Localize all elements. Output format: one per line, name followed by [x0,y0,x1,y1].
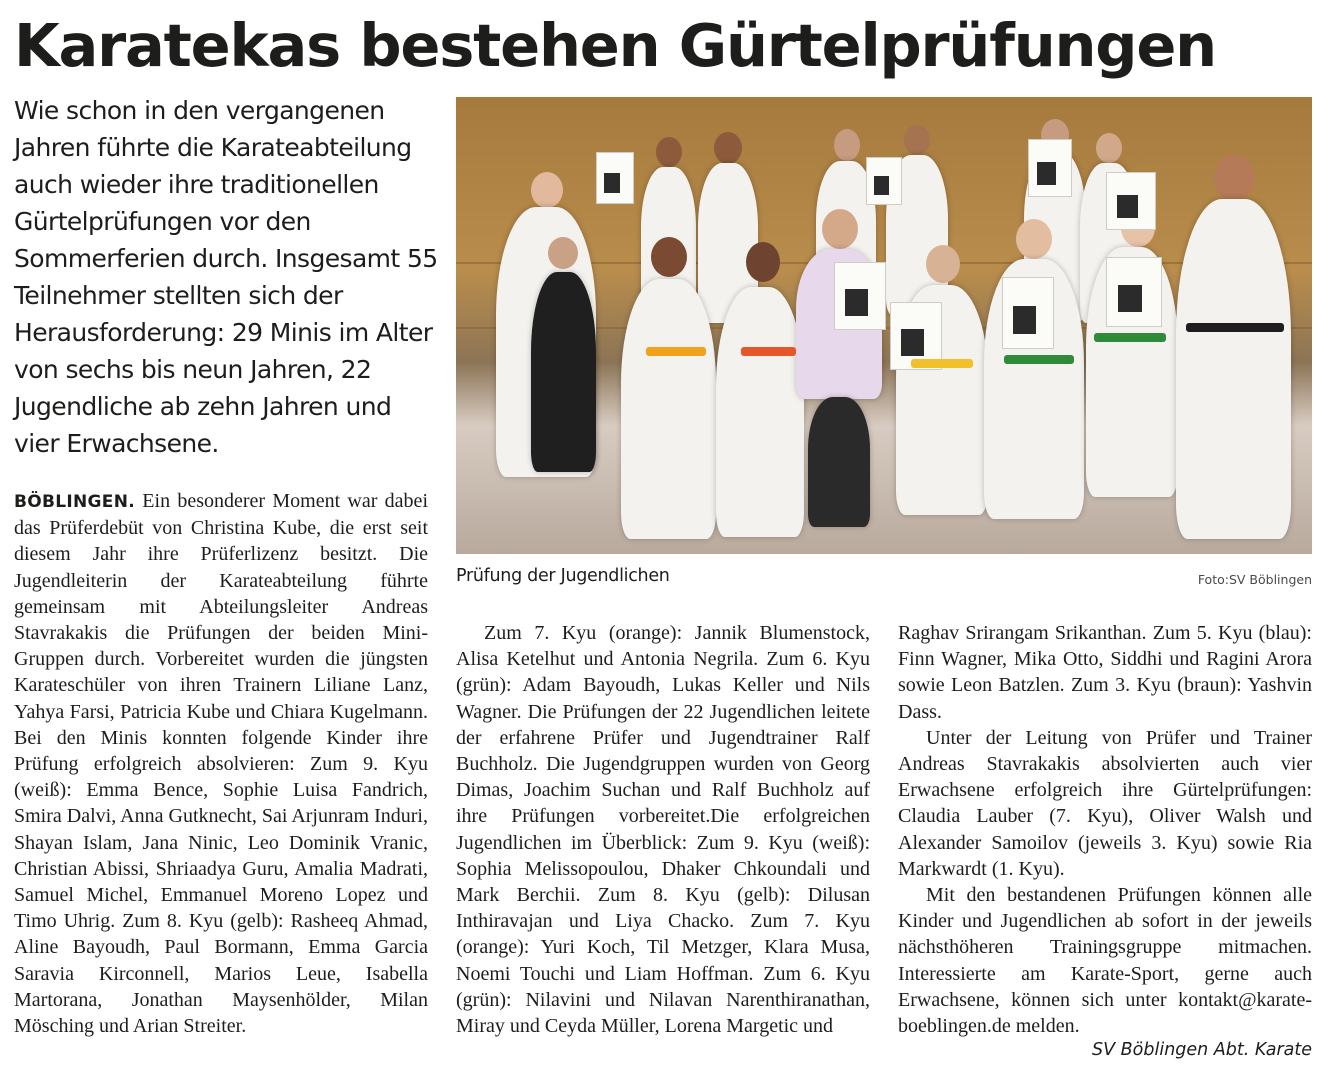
paragraph-2-continued: Raghav Srirangam Srikanthan. Zum 5. Kyu (blau): Finn Wagner, Mika Otto, Siddhi und Ragini Arora sowie Leon Batzlen. Zum 3. Kyu (braun): Yashvin Dass. [898,622,1312,723]
paragraph-4: Mit den bestandenen Prüfungen können alle Kinder und Jugendlichen ab sofort in der jeweils nächsthöheren Trainingsgruppe mitmachen. Interessierte am Karate-Sport, gerne auch Erwachsene, können sich unter kontakt@karate-boeblingen.de melden. [898,884,1312,1038]
article-column-2 [456,620,870,1039]
photo-caption: Prüfung der Jugendlichen [456,566,670,586]
photo-credit: Foto:SV Böblingen [1197,572,1312,587]
dateline: BÖBLINGEN. [14,492,136,512]
article-column-3 [898,620,1312,1039]
article-column-1 [14,488,428,1039]
paragraph-2: Zum 7. Kyu (orange): Jannik Blumenstock, Alisa Ketelhut und Antonia Negrila. Zum 6. Kyu (grün): Adam Bayoudh, Lukas Keller und Nils Wagner. Die Prüfungen der 22 Jugendlichen leitete der erfahrene Prüfer und Jugendtrainer Ralf Buchholz. Die Jugendgruppen wurden von Georg Dimas, Joachim Suchan und Ralf Buchholz auf ihre Prüfungen vorbereitet.Die erfolgreichen Jugendlichen im Überblick: Zum 9. Kyu (weiß): Sophia Melissopoulou, Dhaker Chkoundali und Mark Berchii. Zum 8. Kyu (gelb): Dilusan Inthiravajan und Liya Chacko. Zum 7. Kyu (orange): Yuri Koch, Til Metzger, Klara Musa, Noemi Touchi und Liam Hoffman. Zum 6. Kyu (grün): Nilavini und Nilavan Narenthiranathan, Miray und Ceyda Müller, Lorena Margetic und [456,622,870,1038]
group-photo [456,97,1312,554]
author-signature: SV Böblingen Abt. Karate [1092,1040,1312,1060]
paragraph-1 [14,488,428,1039]
paragraph-1-text: Ein besonderer Moment war dabei das Prüferdebüt von Christina Kube, die erst seit diesem Jahr ihre Prüferlizenz besitzt. Die Jugendleiterin der Karateabteilung führte gemeinsam mit Abteilungsleiter Andreas Stavrakakis die Prüfungen der beiden Mini-Gruppen durch. Vorbereitet wurden die jüngsten Karateschüler von ihren Trainern Liliane Lanz, Yahya Farsi, Patricia Kube und Chiara Kugelmann. Bei den Minis konnten folgende Kinder ihre Prüfung erfolgreich absolvieren: Zum 9. Kyu (weiß): Emma Bence, Sophie Luisa Fandrich, Smira Dalvi, Anna Gutknecht, Sai Arjunram Induri, Shayan Islam, Jana Ninic, Leo Dominik Vranic, Christian Abissi, Shriaadya Guru, Amalia Madrati, Samuel Michel, Emmanuel Moreno Lopez und Timo Uhrig. Zum 8. Kyu (gelb): Rasheeq Ahmad, Aline Bayoudh, Paul Bormann, Emma Garcia Saravia Kirconnell, Marios Leue, Isabella Martorana, Jonathan Maysenhölder, Milan Mösching und Arian Streiter. [14,490,428,1038]
lead-paragraph: Wie schon in den vergangenen Jahren führte die Karateabteilung auch wieder ihre traditionellen Gürtelprüfungen vor den Sommerferien durch. Insgesamt 55 Teilnehmer stellten sich der Herausforderung: 29 Minis im Alter von sechs bis neun Jahren, 22 Jugendliche ab zehn Jahren und vier Erwachsene. [14,96,438,458]
paragraph-3: Unter der Leitung von Prüfer und Trainer Andreas Stavrakakis absolvierten auch vier Erwachsene erfolgreich ihre Gürtelprüfungen: Claudia Lauber (7. Kyu), Oliver Walsh und Alexander Samoilov (jeweils 3. Kyu) sowie Ria Markwardt (1. Kyu). [898,726,1312,880]
headline: Karatekas bestehen Gürtelprüfungen [14,11,1216,80]
